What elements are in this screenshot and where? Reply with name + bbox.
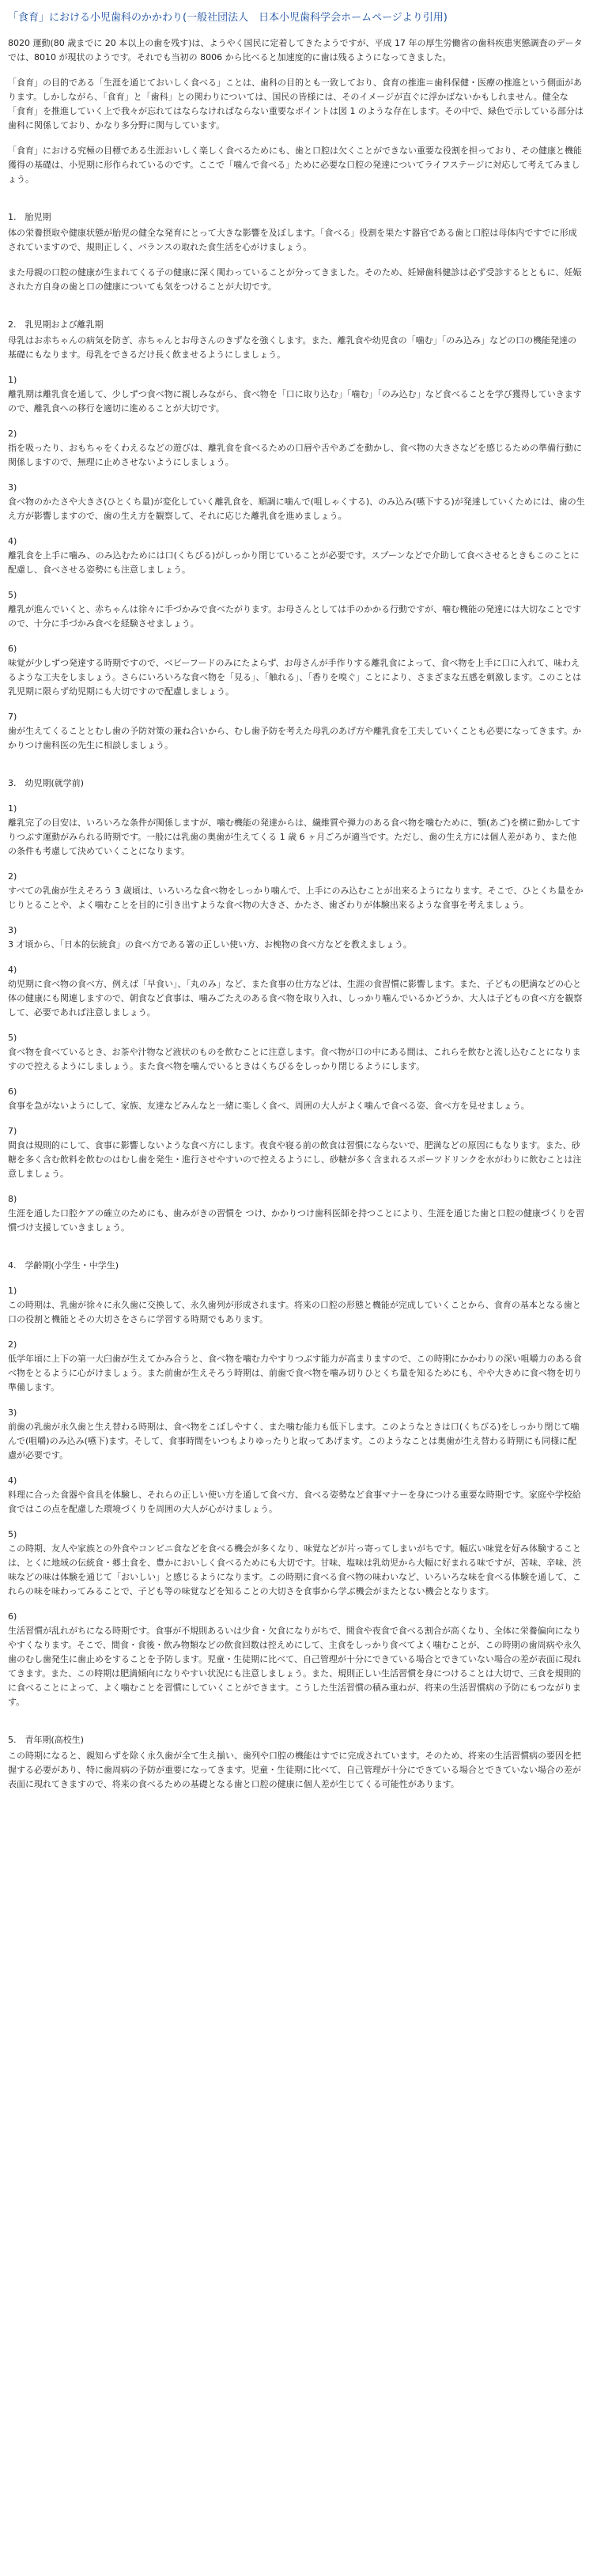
item-number: 1): [8, 375, 17, 385]
section-paragraph: この時期になると、親知らずを除く永久歯が全て生え揃い、歯列や口腔の機能はすでに完成されています。そのため、将来の生活習慣病の要因を把握する必要があり、特に歯周病の予防が重要になってきます。児童・生徒期に比べて、自己管理が十分にできている場合とできていない場合の差が表面に現れてきますので、将来の食べるための基礎となる歯と口腔の健康に個人差が生じてくる可能性があります。: [8, 1751, 582, 1789]
section-paragraph: また母親の口腔の健康が生まれてくる子の健康に深く関わっていることが分ってきました。そのため、妊婦歯科健診は必ず受診するとともに、妊娠された方自身の歯と口の健康についても気をつけることが大切です。: [8, 267, 582, 292]
list-item: [8, 534, 585, 577]
list-item: [8, 1474, 585, 1517]
list-item: [8, 427, 585, 470]
item-text: 味覚が少しずつ発達する時期ですので、ベビーフードのみにたよらず、お母さんが手作りする離乳食によって、食べ物を上手に口に入れて、味わえるような工夫をしましょう。さらにいろいろな食べ物を「見る」、「触れる」、「香りを嗅ぐ」ことにより、さまざまな五感を刺激します。このことは乳児期に限らず幼児期にも大切ですので配慮しましょう。: [8, 658, 582, 697]
item-number: 1): [8, 803, 17, 814]
item-text: 離乳期は離乳食を通して、少しずつ食べ物に親しみながら、食べ物を「口に取り込む」「噛む」「のみ込む」など食べることを学び獲得していきますので、離乳食への移行を適切に進めることが大切です。: [8, 389, 582, 414]
item-text: この時期、友人や家族との外食やコンビニ食などを食べる機会が多くなり、味覚などが片っ寄ってしまいがちです。幅広い味覚を好み体験することは、とくに地域の伝統食・郷土食を、豊かにおいしく食べるためにも大切です。甘味、塩味は乳幼児から大幅に好まれる味ですが、苦味、辛味、渋味などの味は体験を通じて「おいしい」と感じるようになります。この時期に食べる食べ物の味わいなど、いろいろな味を食べる体験を通して、これらの味を味わってみることで、子ども等の味覚などを知ることの大切さを食事から学ぶ機会がまたとない機会となります。: [8, 1543, 582, 1596]
item-number: 8): [8, 1194, 17, 1204]
item-text: 指を吸ったり、おもちゃをくわえるなどの遊びは、離乳食を食べるための口唇や舌やあごを動かし、食べ物の大きさなどを感じるための準備行動に関係しますので、無理に止めさせないようにしましょう。: [8, 443, 582, 467]
list-item: [8, 1031, 585, 1074]
item-text: 離乳が進んでいくと、赤ちゃんは徐々に手づかみで食べたがります。お母さんとしては手のかかる行動ですが、噛む機能の発達には大切なことですので、十分に手づかみ食べを経験させましょう。: [8, 604, 582, 629]
intro-paragraph: 「食育」の目的である「生涯を通じておいしく食べる」ことは、歯科の目的とも一致しており、食育の推進＝歯科保健・医療の推進という側面があります。しかしながら、「食育」と「歯科」との関わりについては、国民の皆様には、そのイメージが直ぐに浮かばないかもしれません。健全な「食育」を推進していく上で我々が忘れてはならなければならない重要なポイントは図 1 のような存在します。その中で、緑色で示している部分は歯科に関係しており、かなり多分野に関与しています。: [8, 77, 584, 130]
section-heading: 5. 青年期(高校生): [8, 1735, 85, 1745]
section: [8, 318, 585, 753]
item-number: 6): [8, 1611, 17, 1622]
item-text: 離乳食を上手に噛み、のみ込むためには口(くちびる)がしっかり閉じていることが必要です。スプーンなどで介助して食べさせるときもこのことに配慮し、食べさせる姿勢にも注意しましょう。: [8, 550, 580, 575]
item-text: すべての乳歯が生えそろう 3 歳頃は、いろいろな食べ物をしっかり噛んで、上手にのみ込むことが出来るようになります。そこで、ひとくち量をかじりとることや、よく噛むことを目的に引き出すような食べ物の大きさ、かたさ、歯ざわりが体験出来るような食事を考えましょう。: [8, 886, 584, 910]
section: [8, 776, 585, 1235]
list-item: [8, 642, 585, 699]
item-text: 食べ物を食べているとき、お茶や汁物など液状のものを飲むことに注意します。食べ物が口の中にある間は、これらを飲むと流し込むことになりますので控えるようにしましょう。また食べ物を噛んでいるときはくちびるをしっかり閉じるようにします。: [8, 1047, 581, 1071]
intro: [8, 36, 585, 187]
item-number: 5): [8, 590, 17, 600]
page-title: 「食育」における小児歯科のかかわり(一般社団法人 日本小児歯科学会ホームページより引用): [8, 12, 448, 24]
list-item: [8, 924, 585, 952]
item-number: 5): [8, 1033, 17, 1043]
item-number: 3): [8, 1407, 17, 1418]
section: [8, 1733, 585, 1792]
list-item: [8, 710, 585, 753]
list-item: [8, 870, 585, 912]
section-heading: 4. 学齢期(小学生・中学生): [8, 1260, 119, 1271]
item-text: 3 才頃から、「日本的伝統食」の食べ方である箸の正しい使い方、お椀物の食べ方などを教えましょう。: [8, 939, 412, 950]
item-text: 歯が生えてくることとむし歯の予防対策の兼ね合いから、むし歯予防を考えた母乳のあげ方や離乳食を工夫していくことも必要になってきます。かかりつけ歯科医の先生に相談しましょう。: [8, 726, 582, 750]
item-text: 幼児期に食べ物の食べ方、例えば「早食い」、「丸のみ」など、また食事の仕方などは、生涯の食習慣に影響します。また、子どもの肥満などの心と体の健康にも関連しますので、朝食など食事は、噛みごたえのある食べ物を取り入れ、しっかり噛んでいるかどうか、大人は子どもの食べ方を観察して、必要であれば注意しましょう。: [8, 979, 583, 1018]
list-item: [8, 373, 585, 416]
item-text: 生涯を通した口腔ケアの確立のためにも、歯みがきの習慣を つけ、かかりつけ歯科医師を持つことにより、生涯を通じた歯と口腔の健康づくりを習慣づけ支援していきましょう。: [8, 1208, 585, 1233]
list-item: [8, 1085, 585, 1113]
list-item: [8, 588, 585, 631]
item-number: 7): [8, 1126, 17, 1136]
section: [8, 210, 585, 294]
list-item: [8, 1610, 585, 1709]
item-number: 2): [8, 871, 17, 882]
intro-paragraph: 「食育」における究極の目標である生涯おいしく楽しく食べるためにも、歯と口腔は欠くことができない重要な役割を担っており、その健康と機能獲得の基礎は、小児期に形作られているのです。ここで「噛んで食べる」ために必要な口腔の発達についてライフステージに対応して考えてみましょう。: [8, 145, 582, 184]
item-text: 生活習慣が乱れがちになる時期です。食事が不規則あるいは少食・欠食になりがちで、間食や夜食で食べる割合が高くなり、全体に栄養偏向になりやすくなります。そこで、間食・食後・飲み物類などの飲食回数は控えめにして、主食をしっかり食べてよく噛むことが、この時期の歯周病や永久歯のむし歯発生に歯止めをすることを予防します。児童・生徒期に比べて、自己管理が十分にできている場合とできていない場合の差が表面に現れてきます。また、この時期は肥満傾向になりやすい状況にも注意しましょう。また、規則正しい生活習慣を身につけることは大切で、三食を規則的に食べることによって、よく噛むことを習慣にしていくことができます。こうした生活習慣の積み重ねが、将来の生活習慣病の予防にもつながります。: [8, 1626, 581, 1707]
item-number: 6): [8, 644, 17, 654]
section-heading: 1. 胎児期: [8, 212, 51, 222]
item-text: 食べ物のかたさや大きさ(ひとくち量)が変化していく離乳食を、順調に噛んで(咀しゃくする)、のみ込み(嚥下する)が発達していくためには、歯の生え方が影響しますので、歯の生え方を観察して、それに応じた離乳食を進めましょう。: [8, 497, 585, 521]
item-number: 4): [8, 965, 17, 975]
item-number: 3): [8, 925, 17, 935]
list-item: [8, 1192, 585, 1235]
item-text: 食事を急がないようにして、家族、友達などみんなと一緒に楽しく食べ、周囲の大人がよく噛んで食べる姿、食べ方を見せましょう。: [8, 1101, 530, 1111]
item-number: 1): [8, 1286, 17, 1296]
item-number: 6): [8, 1086, 17, 1097]
list-item: [8, 1406, 585, 1463]
item-text: 低学年頃に上下の第一大臼歯が生えてかみ合うと、食べ物を噛む力やすりつぶす能力が高まりますので、この時期にかかわりの深い咀嚼力のある食べ物をとるように心がけましょう。また前歯が生えそろう時期は、前歯で食べ物を噛み切りひとくち量を知るためにも、やや大きめに食べ物を切り準備します。: [8, 1354, 582, 1392]
list-item: [8, 1528, 585, 1599]
list-item: [8, 963, 585, 1020]
list-item: [8, 481, 585, 523]
intro-paragraph: 8020 運動(80 歳までに 20 本以上の歯を残す)は、ようやく国民に定着してきたようですが、平成 17 年の厚生労働省の歯科疾患実態調査のデータでは、8010 が現状のようです。それでも当初の 8006 から比べると加速度的に歯は残るようになってきました。: [8, 38, 583, 62]
item-text: この時期は、乳歯が徐々に永久歯に交換して、永久歯列が形成されます。将来の口腔の形態と機能が完成していくことから、食育の基本となる歯と口の役割と機能とその大切さをさらに学習する時期でもあります。: [8, 1300, 581, 1324]
item-number: 2): [8, 429, 17, 439]
item-number: 4): [8, 1475, 17, 1486]
item-number: 3): [8, 482, 17, 493]
item-text: 料理に合った食器や食具を体験し、それらの正しい使い方を通して食べ方、食べる姿勢など食事マナーを身につける重要な時期です。家庭や学校給食ではこの点を配慮した環境づくりを周囲の大人が心がけましょう。: [8, 1490, 581, 1514]
section-paragraph: 体の栄養摂取や健康状態が胎児の健全な発育にとって大きな影響を及ぼします。「食べる」役割を果たす器官である歯と口腔は母体内ですでに形成されていますので、規則正しく、バランスの取れた食生活を心がけましょう。: [8, 228, 577, 252]
item-text: 離乳完了の目安は、いろいろな条件が関係しますが、噛む機能の発達からは、繊維質や弾力のある食べ物を噛むために、顎(あご)を横に動かしてすりつぶす運動がみられる時期です。一般には乳歯の奥歯が生えてくる 1 歳 6 ヶ月ごろが適当です。ただし、歯の生え方には個人差があり、また他の条件も考慮して決めていくことになります。: [8, 818, 580, 856]
list-item: [8, 1338, 585, 1395]
item-number: 5): [8, 1529, 17, 1539]
list-item: [8, 1124, 585, 1181]
item-number: 4): [8, 536, 17, 546]
list-item: [8, 1284, 585, 1327]
section-heading: 3. 幼児期(就学前): [8, 778, 85, 788]
section-paragraph: 母乳はお赤ちゃんの病気を防ぎ、赤ちゃんとお母さんのきずなを強くします。また、離乳食や幼児食の「噛む」「のみ込み」などの口の機能発達の基礎にもなります。母乳をできるだけ長く飲ませるようにしましょう。: [8, 335, 577, 360]
item-text: 前歯の乳歯が永久歯と生え替わる時期は、食べ物をこぼしやすく、また噛む能力も低下します。このようなときは口(くちびる)をしっかり閉じて噛んで(咀嚼)のみ込み(嚥下)ます。そして、食事時間をいつもよりゆったりと取ってあげます。このようなことは奥歯が生え替わる時期にも同様に配慮が必要です。: [8, 1422, 580, 1460]
item-number: 7): [8, 712, 17, 722]
section-heading: 2. 乳児期および離乳期: [8, 319, 104, 330]
item-text: 間食は規則的にして、食事に影響しないような食べ方にします。夜食や寝る前の飲食は習慣にならないで、肥満などの原因にもなります。また、砂糖を多く含む飲料を飲むのはむし歯を発生・進行させやすいので控えるようにし、砂糖が多く含まれるスポーツドリンクを水がわりに飲むことは注意しましょう。: [8, 1140, 582, 1179]
sections: [8, 210, 585, 1792]
item-number: 2): [8, 1339, 17, 1350]
list-item: [8, 802, 585, 859]
section: [8, 1259, 585, 1709]
